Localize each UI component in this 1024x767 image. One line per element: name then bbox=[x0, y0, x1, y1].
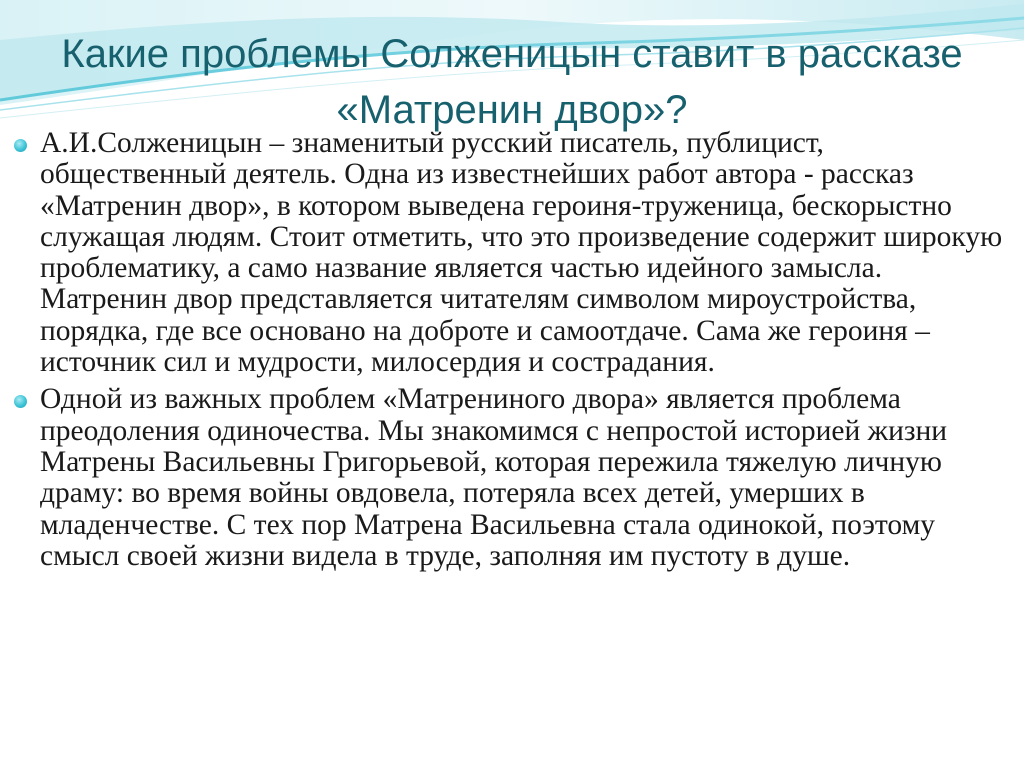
bullet-dot-icon bbox=[14, 139, 27, 152]
slide-title: Какие проблемы Солженицын ставит в рассказе «Матренин двор»? bbox=[61, 32, 963, 132]
bullet-text: А.И.Солженицын – знаменитый русский писатель, публицист, общественный деятель. Одна из известнейших работ автора - рассказ «Матренин двор», в котором выведена героиня-труженица, бескорыстно служащая людям. Стоит отметить, что это произведение содержит широкую проблематику, а само название является частью идейного замысла. Матренин двор представляется читателям символом мироустройства, порядка, где все основано на доброте и самоотдаче. Сама же героиня – источник сил и мудрости, милосердия и сострадания. bbox=[40, 127, 1003, 379]
bullet-item bbox=[14, 384, 1004, 572]
bullet-item bbox=[14, 128, 1004, 378]
bullet-text: Одной из важных проблем «Матрениного двора» является проблема преодоления одиночества. Мы знакомимся с непростой историей жизни Матрены Васильевны Григорьевой, которая пережила тяжелую личную драму: во время войны овдовела, потеряла всех детей, умерших в младенчестве. С тех пор Матрена Васильевна стала одинокой, поэтому смысл своей жизни видела в труде, заполняя им пустоту в душе. bbox=[40, 383, 948, 572]
bullet-dot-icon bbox=[14, 395, 27, 408]
bullet-list bbox=[14, 128, 1004, 578]
